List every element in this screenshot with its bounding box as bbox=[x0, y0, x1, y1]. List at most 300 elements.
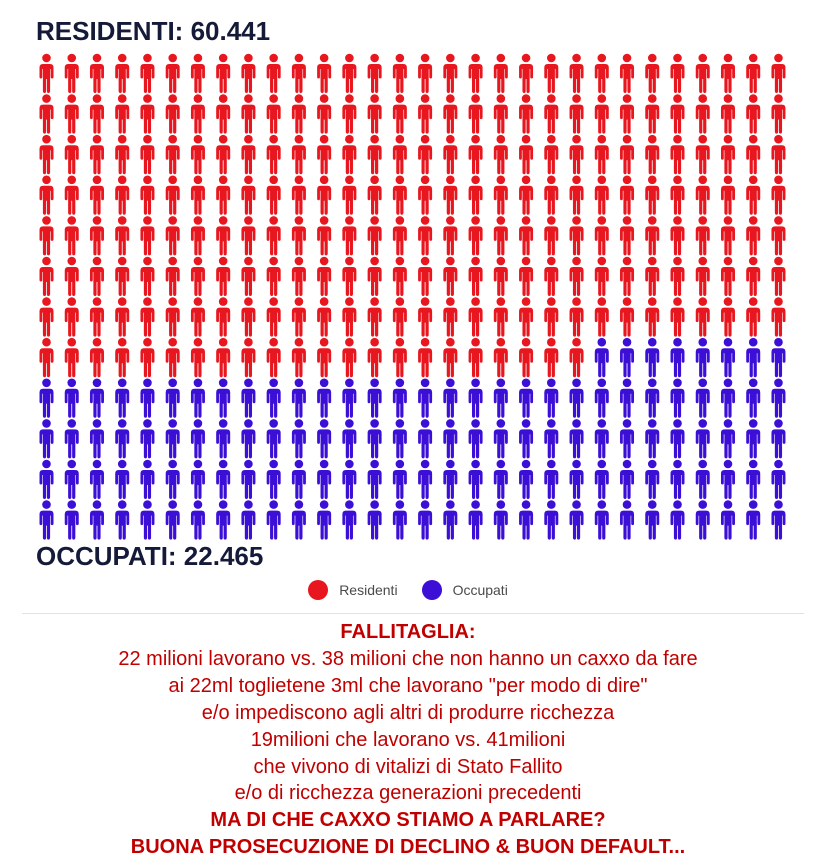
person-icon-residenti bbox=[40, 135, 54, 174]
person-icon-residenti bbox=[494, 216, 508, 255]
person-icon-residenti bbox=[317, 338, 331, 377]
person-icon-occupati bbox=[645, 500, 659, 539]
person-icon-residenti bbox=[595, 54, 609, 93]
person-icon-residenti bbox=[90, 338, 104, 377]
person-icon-residenti bbox=[65, 297, 79, 336]
person-icon-residenti bbox=[166, 297, 180, 336]
person-icon-residenti bbox=[443, 338, 457, 377]
person-icon-occupati bbox=[645, 419, 659, 458]
person-icon-residenti bbox=[191, 135, 205, 174]
legend-dot-icon bbox=[422, 580, 442, 600]
person-icon-residenti bbox=[544, 257, 558, 296]
person-icon-occupati bbox=[216, 419, 230, 458]
person-icon-residenti bbox=[721, 94, 735, 133]
person-icon-residenti bbox=[140, 257, 154, 296]
person-icon-occupati bbox=[721, 338, 735, 377]
person-icon-residenti bbox=[115, 94, 129, 133]
person-icon-residenti bbox=[368, 135, 382, 174]
person-icon-residenti bbox=[40, 54, 54, 93]
person-icon-residenti bbox=[241, 257, 255, 296]
person-icon-residenti bbox=[620, 257, 634, 296]
person-icon-residenti bbox=[544, 297, 558, 336]
legend-item-occupati[interactable] bbox=[422, 580, 508, 600]
person-icon-occupati bbox=[721, 460, 735, 499]
person-icon-occupati bbox=[595, 419, 609, 458]
person-icon-residenti bbox=[292, 297, 306, 336]
person-icon-residenti bbox=[216, 94, 230, 133]
person-icon-occupati bbox=[140, 500, 154, 539]
person-icon-residenti bbox=[342, 338, 356, 377]
person-icon-residenti bbox=[443, 94, 457, 133]
person-icon-occupati bbox=[241, 460, 255, 499]
person-icon-residenti bbox=[645, 135, 659, 174]
person-icon-occupati bbox=[317, 460, 331, 499]
person-icon-occupati bbox=[645, 338, 659, 377]
person-icon-residenti bbox=[595, 135, 609, 174]
person-icon-residenti bbox=[342, 257, 356, 296]
person-icon-residenti bbox=[90, 54, 104, 93]
person-icon-residenti bbox=[191, 297, 205, 336]
person-icon-residenti bbox=[267, 94, 281, 133]
person-icon-residenti bbox=[317, 257, 331, 296]
person-icon-residenti bbox=[771, 54, 785, 93]
person-icon-residenti bbox=[620, 54, 634, 93]
person-icon-occupati bbox=[115, 379, 129, 418]
legend-item-residenti[interactable] bbox=[308, 580, 397, 600]
person-icon-residenti bbox=[696, 176, 710, 215]
person-icon-residenti bbox=[241, 94, 255, 133]
person-icon-residenti bbox=[469, 216, 483, 255]
person-icon-residenti bbox=[140, 338, 154, 377]
person-icon-occupati bbox=[620, 338, 634, 377]
person-icon-residenti bbox=[166, 94, 180, 133]
person-icon-residenti bbox=[342, 297, 356, 336]
caption-line: BUONA PROSECUZIONE DI DECLINO & BUON DEFAULT... bbox=[130, 836, 686, 859]
person-icon-residenti bbox=[393, 135, 407, 174]
person-icon-occupati bbox=[696, 338, 710, 377]
person-icon-occupati bbox=[216, 460, 230, 499]
person-icon-residenti bbox=[368, 257, 382, 296]
caption-line: e/o impediscono agli altri di produrre ricchezza bbox=[201, 701, 615, 724]
person-icon-occupati bbox=[746, 338, 760, 377]
person-icon-residenti bbox=[292, 216, 306, 255]
person-icon-residenti bbox=[746, 94, 760, 133]
person-icon-residenti bbox=[519, 176, 533, 215]
person-icon-occupati bbox=[595, 500, 609, 539]
caption-line: MA DI CHE CAXXO STIAMO A PARLARE? bbox=[210, 809, 606, 832]
person-icon-residenti bbox=[443, 176, 457, 215]
person-icon-residenti bbox=[191, 94, 205, 133]
person-icon-occupati bbox=[544, 419, 558, 458]
person-icon-occupati bbox=[90, 460, 104, 499]
person-icon-residenti bbox=[166, 216, 180, 255]
person-icon-occupati bbox=[620, 419, 634, 458]
person-icon-occupati bbox=[393, 419, 407, 458]
person-icon-residenti bbox=[166, 257, 180, 296]
person-icon-occupati bbox=[292, 419, 306, 458]
person-icon-occupati bbox=[418, 460, 432, 499]
person-icon-residenti bbox=[40, 338, 54, 377]
person-icon-occupati bbox=[645, 379, 659, 418]
person-icon-residenti bbox=[645, 257, 659, 296]
person-icon-residenti bbox=[40, 94, 54, 133]
person-icon-occupati bbox=[746, 379, 760, 418]
person-icon-residenti bbox=[620, 135, 634, 174]
person-icon-residenti bbox=[140, 216, 154, 255]
person-icon-occupati bbox=[140, 379, 154, 418]
person-icon-occupati bbox=[494, 500, 508, 539]
person-icon-residenti bbox=[671, 54, 685, 93]
person-icon-occupati bbox=[671, 500, 685, 539]
person-icon-residenti bbox=[544, 54, 558, 93]
person-icon-occupati bbox=[40, 379, 54, 418]
person-icon-residenti bbox=[746, 135, 760, 174]
person-icon-residenti bbox=[721, 54, 735, 93]
person-icon-occupati bbox=[721, 419, 735, 458]
person-icon-occupati bbox=[368, 419, 382, 458]
person-icon-residenti bbox=[393, 94, 407, 133]
person-icon-occupati bbox=[241, 419, 255, 458]
person-icon-residenti bbox=[595, 94, 609, 133]
person-icon-residenti bbox=[645, 94, 659, 133]
person-icon-residenti bbox=[216, 257, 230, 296]
person-icon-residenti bbox=[267, 257, 281, 296]
person-icon-occupati bbox=[368, 379, 382, 418]
person-icon-residenti bbox=[595, 216, 609, 255]
person-icon-residenti bbox=[696, 54, 710, 93]
person-icon-occupati bbox=[90, 500, 104, 539]
person-icon-occupati bbox=[393, 379, 407, 418]
person-icon-occupati bbox=[721, 379, 735, 418]
person-icon-residenti bbox=[241, 135, 255, 174]
person-icon-residenti bbox=[65, 216, 79, 255]
person-icon-residenti bbox=[115, 297, 129, 336]
person-icon-residenti bbox=[65, 94, 79, 133]
person-icon-residenti bbox=[418, 297, 432, 336]
person-icon-residenti bbox=[570, 176, 584, 215]
person-icon-occupati bbox=[115, 500, 129, 539]
person-icon-residenti bbox=[216, 338, 230, 377]
person-icon-residenti bbox=[721, 257, 735, 296]
person-icon-residenti bbox=[241, 176, 255, 215]
person-icon-residenti bbox=[696, 135, 710, 174]
person-icon-occupati bbox=[570, 419, 584, 458]
person-icon-residenti bbox=[469, 135, 483, 174]
person-icon-residenti bbox=[494, 94, 508, 133]
person-icon-occupati bbox=[393, 460, 407, 499]
person-icon-residenti bbox=[696, 94, 710, 133]
person-icon-residenti bbox=[292, 338, 306, 377]
person-icon-residenti bbox=[595, 176, 609, 215]
person-icon-residenti bbox=[65, 135, 79, 174]
person-icon-residenti bbox=[393, 216, 407, 255]
person-icon-occupati bbox=[771, 500, 785, 539]
person-icon-occupati bbox=[368, 500, 382, 539]
person-icon-residenti bbox=[771, 135, 785, 174]
person-icon-occupati bbox=[746, 460, 760, 499]
person-icon-residenti bbox=[494, 135, 508, 174]
person-icon-residenti bbox=[317, 176, 331, 215]
person-icon-residenti bbox=[267, 135, 281, 174]
person-icon-occupati bbox=[317, 500, 331, 539]
person-icon-occupati bbox=[671, 419, 685, 458]
person-icon-residenti bbox=[671, 176, 685, 215]
person-icon-occupati bbox=[570, 379, 584, 418]
person-icon-residenti bbox=[645, 297, 659, 336]
person-icon-occupati bbox=[671, 338, 685, 377]
person-icon-residenti bbox=[317, 216, 331, 255]
person-icon-occupati bbox=[368, 460, 382, 499]
caption-line: e/o di ricchezza generazioni precedenti bbox=[234, 782, 582, 805]
person-icon-residenti bbox=[595, 257, 609, 296]
person-icon-residenti bbox=[443, 54, 457, 93]
person-icon-occupati bbox=[443, 379, 457, 418]
person-icon-residenti bbox=[166, 54, 180, 93]
legend-label-residenti: Residenti bbox=[339, 582, 398, 598]
person-icon-residenti bbox=[620, 297, 634, 336]
person-icon-residenti bbox=[65, 257, 79, 296]
person-icon-residenti bbox=[90, 176, 104, 215]
person-icon-occupati bbox=[771, 419, 785, 458]
person-icon-occupati bbox=[166, 419, 180, 458]
person-icon-residenti bbox=[342, 216, 356, 255]
person-icon-occupati bbox=[90, 419, 104, 458]
person-icon-occupati bbox=[65, 419, 79, 458]
chart-title: RESIDENTI: 60.441 bbox=[36, 16, 271, 46]
person-icon-residenti bbox=[368, 297, 382, 336]
person-icon-residenti bbox=[140, 54, 154, 93]
person-icon-residenti bbox=[418, 338, 432, 377]
person-icon-residenti bbox=[317, 54, 331, 93]
person-icon-residenti bbox=[65, 176, 79, 215]
person-icon-occupati bbox=[696, 500, 710, 539]
person-icon-occupati bbox=[418, 379, 432, 418]
person-icon-occupati bbox=[342, 419, 356, 458]
person-icon-occupati bbox=[267, 460, 281, 499]
person-icon-residenti bbox=[292, 94, 306, 133]
person-icon-residenti bbox=[292, 54, 306, 93]
person-icon-residenti bbox=[191, 176, 205, 215]
person-icon-occupati bbox=[696, 419, 710, 458]
person-icon-occupati bbox=[166, 460, 180, 499]
person-icon-occupati bbox=[620, 500, 634, 539]
person-icon-residenti bbox=[191, 257, 205, 296]
person-icon-occupati bbox=[570, 500, 584, 539]
person-icon-residenti bbox=[166, 338, 180, 377]
person-icon-residenti bbox=[469, 338, 483, 377]
person-icon-occupati bbox=[166, 500, 180, 539]
person-icon-residenti bbox=[267, 216, 281, 255]
person-icon-residenti bbox=[241, 338, 255, 377]
person-icon-occupati bbox=[469, 379, 483, 418]
person-icon-residenti bbox=[519, 216, 533, 255]
person-icon-residenti bbox=[494, 176, 508, 215]
person-icon-occupati bbox=[671, 460, 685, 499]
person-icon-occupati bbox=[771, 338, 785, 377]
person-icon-residenti bbox=[342, 135, 356, 174]
person-icon-residenti bbox=[267, 297, 281, 336]
person-icon-occupati bbox=[267, 379, 281, 418]
person-icon-occupati bbox=[595, 338, 609, 377]
person-icon-residenti bbox=[771, 216, 785, 255]
person-icon-occupati bbox=[317, 379, 331, 418]
person-icon-residenti bbox=[40, 297, 54, 336]
person-icon-residenti bbox=[40, 257, 54, 296]
person-icon-residenti bbox=[342, 54, 356, 93]
person-icon-residenti bbox=[267, 54, 281, 93]
person-icon-residenti bbox=[65, 338, 79, 377]
person-icon-residenti bbox=[216, 216, 230, 255]
person-icon-occupati bbox=[393, 500, 407, 539]
caption-line: FALLITAGLIA: bbox=[340, 621, 476, 643]
person-icon-residenti bbox=[671, 135, 685, 174]
person-icon-occupati bbox=[771, 460, 785, 499]
person-icon-residenti bbox=[620, 216, 634, 255]
person-icon-residenti bbox=[393, 297, 407, 336]
person-icon-residenti bbox=[519, 135, 533, 174]
person-icon-residenti bbox=[443, 135, 457, 174]
person-icon-occupati bbox=[519, 379, 533, 418]
person-icon-residenti bbox=[140, 94, 154, 133]
person-icon-residenti bbox=[696, 216, 710, 255]
person-icon-residenti bbox=[368, 54, 382, 93]
person-icon-residenti bbox=[645, 176, 659, 215]
person-icon-occupati bbox=[342, 460, 356, 499]
person-icon-residenti bbox=[393, 176, 407, 215]
person-icon-occupati bbox=[292, 500, 306, 539]
person-icon-residenti bbox=[469, 54, 483, 93]
person-icon-residenti bbox=[469, 94, 483, 133]
person-icon-residenti bbox=[696, 257, 710, 296]
person-icon-residenti bbox=[140, 135, 154, 174]
person-icon-occupati bbox=[317, 419, 331, 458]
person-icon-residenti bbox=[771, 176, 785, 215]
person-icon-residenti bbox=[90, 216, 104, 255]
person-icon-occupati bbox=[443, 460, 457, 499]
person-icon-occupati bbox=[746, 500, 760, 539]
person-icon-occupati bbox=[494, 460, 508, 499]
person-icon-residenti bbox=[40, 176, 54, 215]
person-icon-residenti bbox=[570, 135, 584, 174]
person-icon-occupati bbox=[443, 419, 457, 458]
person-icon-residenti bbox=[544, 216, 558, 255]
person-icon-residenti bbox=[671, 94, 685, 133]
person-icon-residenti bbox=[443, 216, 457, 255]
person-icon-residenti bbox=[90, 297, 104, 336]
person-icon-residenti bbox=[267, 338, 281, 377]
person-icon-occupati bbox=[544, 460, 558, 499]
person-icon-residenti bbox=[494, 54, 508, 93]
person-icon-residenti bbox=[746, 176, 760, 215]
person-icon-residenti bbox=[671, 216, 685, 255]
person-icon-residenti bbox=[342, 176, 356, 215]
person-icon-residenti bbox=[544, 176, 558, 215]
person-icon-residenti bbox=[620, 176, 634, 215]
person-icon-residenti bbox=[368, 216, 382, 255]
person-icon-occupati bbox=[292, 379, 306, 418]
legend-dot-icon bbox=[308, 580, 328, 600]
person-icon-occupati bbox=[418, 419, 432, 458]
person-icon-occupati bbox=[65, 460, 79, 499]
person-icon-occupati bbox=[620, 460, 634, 499]
person-icon-occupati bbox=[771, 379, 785, 418]
person-icon-occupati bbox=[570, 460, 584, 499]
person-icon-occupati bbox=[65, 379, 79, 418]
person-icon-occupati bbox=[40, 500, 54, 539]
person-icon-residenti bbox=[570, 216, 584, 255]
person-icon-occupati bbox=[40, 460, 54, 499]
person-icon-residenti bbox=[443, 297, 457, 336]
person-icon-residenti bbox=[115, 54, 129, 93]
person-icon-residenti bbox=[191, 216, 205, 255]
person-icon-occupati bbox=[342, 379, 356, 418]
person-icon-occupati bbox=[267, 419, 281, 458]
person-icon-residenti bbox=[368, 94, 382, 133]
person-icon-residenti bbox=[418, 257, 432, 296]
person-icon-residenti bbox=[216, 135, 230, 174]
person-icon-occupati bbox=[469, 500, 483, 539]
person-icon-residenti bbox=[166, 135, 180, 174]
person-icon-occupati bbox=[746, 419, 760, 458]
person-icon-residenti bbox=[519, 54, 533, 93]
person-icon-residenti bbox=[696, 297, 710, 336]
person-icon-occupati bbox=[191, 500, 205, 539]
person-icon-residenti bbox=[494, 257, 508, 296]
person-icon-residenti bbox=[595, 297, 609, 336]
person-icon-residenti bbox=[570, 94, 584, 133]
person-icon-residenti bbox=[90, 257, 104, 296]
person-icon-occupati bbox=[544, 500, 558, 539]
person-icon-occupati bbox=[40, 419, 54, 458]
person-icon-occupati bbox=[140, 419, 154, 458]
person-icon-residenti bbox=[570, 297, 584, 336]
person-icon-residenti bbox=[241, 297, 255, 336]
person-icon-occupati bbox=[645, 460, 659, 499]
person-icon-residenti bbox=[494, 297, 508, 336]
person-icon-residenti bbox=[721, 135, 735, 174]
person-icon-residenti bbox=[393, 338, 407, 377]
person-icon-residenti bbox=[368, 176, 382, 215]
person-icon-residenti bbox=[418, 135, 432, 174]
person-icon-residenti bbox=[721, 216, 735, 255]
person-icon-occupati bbox=[241, 379, 255, 418]
person-icon-residenti bbox=[216, 176, 230, 215]
person-icon-residenti bbox=[40, 216, 54, 255]
person-icon-residenti bbox=[90, 94, 104, 133]
person-icon-residenti bbox=[191, 338, 205, 377]
person-icon-residenti bbox=[746, 257, 760, 296]
person-icon-occupati bbox=[544, 379, 558, 418]
person-icon-residenti bbox=[746, 297, 760, 336]
person-icon-occupati bbox=[115, 460, 129, 499]
person-icon-occupati bbox=[241, 500, 255, 539]
person-icon-occupati bbox=[267, 500, 281, 539]
person-icon-occupati bbox=[519, 500, 533, 539]
person-icon-occupati bbox=[595, 460, 609, 499]
person-icon-residenti bbox=[140, 297, 154, 336]
person-icon-residenti bbox=[292, 257, 306, 296]
person-icon-residenti bbox=[746, 54, 760, 93]
person-icon-residenti bbox=[418, 54, 432, 93]
person-icon-residenti bbox=[90, 135, 104, 174]
person-icon-occupati bbox=[140, 460, 154, 499]
person-icon-residenti bbox=[115, 176, 129, 215]
person-icon-residenti bbox=[544, 94, 558, 133]
caption-line: 19milioni che lavorano vs. 41milioni bbox=[250, 728, 566, 751]
person-icon-occupati bbox=[519, 460, 533, 499]
person-icon-residenti bbox=[721, 297, 735, 336]
person-icon-residenti bbox=[443, 257, 457, 296]
